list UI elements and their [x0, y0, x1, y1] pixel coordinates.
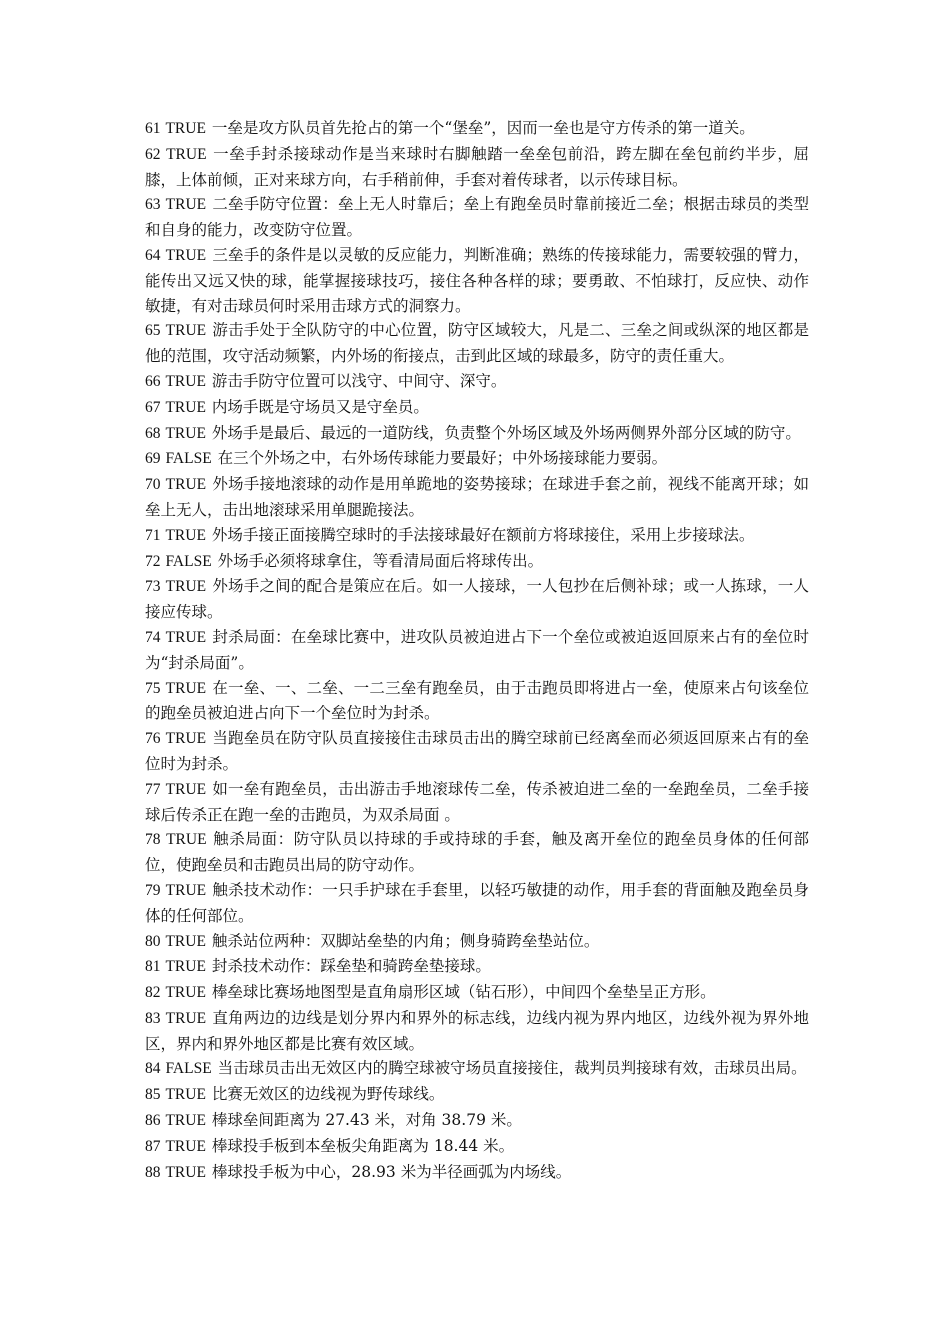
entry-text: 游击手处于全队防守的中心位置，防守区域较大，凡是二、三垒之间或纵深的地区都是他的范围，攻守活动频繁，内外场的衔接点，击到此区域的球最多，防守的责任重大。 [145, 321, 809, 366]
answer-entry [145, 929, 809, 955]
entry-verdict: TRUE [165, 1112, 206, 1130]
entry-verdict: TRUE [165, 1163, 206, 1181]
answer-entry [145, 625, 809, 676]
entry-number: 83 [145, 1009, 161, 1027]
entry-verdict: TRUE [165, 322, 207, 340]
entry-number: 67 [145, 398, 161, 416]
entry-verdict: TRUE [165, 984, 206, 1002]
entry-text: 在一垒、一、二垒、一二三垒有跑垒员，由于击跑员即将进占一垒，使原来占句该垒位的跑垒员被迫进占向下一个垒位时为封杀。 [145, 678, 809, 723]
entry-text: 棒球投手板到本垒板尖角距离为 18.44 米。 [211, 1136, 515, 1155]
entry-number: 61 [145, 120, 161, 137]
answer-entry [145, 318, 809, 369]
entry-verdict: TRUE [165, 958, 206, 976]
entry-text: 封杀技术动作：踩垒垫和骑跨垒垫接球。 [211, 957, 491, 976]
entry-text: 一垒是攻方队员首先抢占的第一个“堡垒”，因而一垒也是守方传杀的第一道关。 [211, 119, 755, 137]
entry-verdict: TRUE [165, 398, 206, 416]
entry-number: 64 [145, 246, 161, 264]
entry-verdict: FALSE [165, 450, 212, 468]
answer-entry [145, 395, 809, 421]
entry-verdict: TRUE [165, 730, 207, 748]
entry-number: 77 [145, 780, 161, 798]
entry-number: 81 [145, 958, 161, 976]
entry-number: 79 [145, 881, 161, 899]
answer-entry [145, 142, 809, 193]
answer-entry [145, 676, 809, 727]
entry-number: 78 [145, 831, 161, 849]
entry-number: 62 [145, 145, 161, 163]
entry-verdict: TRUE [165, 679, 207, 697]
answer-entry [145, 1134, 809, 1160]
answer-entry [145, 472, 809, 523]
entry-verdict: TRUE [165, 1009, 207, 1027]
entry-text: 外场手接正面接腾空球时的手法接球最好在额前方将球接住，采用上步接球法。 [211, 525, 755, 544]
entry-text: 内场手既是守场员又是守垒员。 [211, 397, 429, 416]
entry-text: 外场手必须将球拿住，等看清局面后将球传出。 [217, 551, 544, 570]
entry-number: 80 [145, 932, 161, 950]
entry-number: 76 [145, 730, 161, 748]
entry-text: 当跑垒员在防守队员直接接住击球员击出的腾空球前已经离垒而必须返回原来占有的垒位时为封杀。 [145, 729, 809, 773]
entry-verdict: TRUE [165, 628, 207, 646]
answer-entry [145, 777, 809, 828]
entry-text: 当击球员击出无效区内的腾空球被守场员直接接住，裁判员判接球有效，击球员出局。 [217, 1059, 807, 1078]
entry-verdict: TRUE [165, 1086, 206, 1104]
entry-number: 70 [145, 476, 161, 494]
answer-entry [145, 1160, 809, 1186]
entry-text: 如一垒有跑垒员，击出游击手地滚球传二垒，传杀被迫进二垒的一垒跑垒员，二垒手接球后传杀正在跑一垒的击跑员，为双杀局面 。 [145, 779, 809, 824]
entry-number: 88 [145, 1163, 161, 1181]
answer-entry [145, 954, 809, 980]
entry-number: 75 [145, 679, 161, 697]
answer-entry [145, 369, 809, 395]
entry-number: 63 [145, 196, 161, 214]
entry-number: 87 [145, 1137, 161, 1155]
entry-verdict: TRUE [165, 196, 207, 214]
entry-text: 触杀站位两种：双脚站垒垫的内角；侧身骑跨垒垫站位。 [211, 931, 600, 950]
entry-text: 外场手之间的配合是策应在后。如一人接球，一人包抄在后侧补球；或一人拣球，一人接应传球。 [145, 577, 809, 622]
entry-number: 82 [145, 984, 161, 1002]
entry-verdict: TRUE [166, 145, 207, 163]
entry-text: 棒垒球比赛场地图型是直角扇形区域（钻石形），中间四个垒垫呈正方形。 [211, 983, 716, 1002]
entry-text: 游击手防守位置可以浅守、中间守、深守。 [211, 371, 507, 390]
entry-verdict: FALSE [165, 552, 212, 570]
answer-entry [145, 116, 809, 142]
answer-entry [145, 827, 809, 878]
answer-entry [145, 446, 809, 472]
answer-entry [145, 574, 809, 625]
entry-verdict: TRUE [165, 780, 207, 798]
entry-number: 66 [145, 372, 161, 390]
entry-text: 比赛无效区的边线视为野传球线。 [211, 1085, 445, 1104]
entry-text: 棒球垒间距离为 27.43 米，对角 38.79 米。 [211, 1111, 522, 1130]
answer-entry [145, 421, 809, 447]
entry-number: 68 [145, 424, 161, 442]
entry-verdict: TRUE [165, 424, 206, 442]
entry-number: 71 [145, 526, 161, 544]
entry-verdict: TRUE [165, 1137, 206, 1155]
entry-verdict: TRUE [165, 881, 207, 899]
answer-entry [145, 192, 809, 243]
answer-entry [145, 1006, 809, 1057]
answer-entry [145, 243, 809, 318]
entry-number: 69 [145, 450, 161, 468]
entry-verdict: TRUE [165, 526, 206, 544]
entry-verdict: TRUE [165, 578, 207, 596]
entry-verdict: TRUE [165, 476, 207, 494]
entry-text: 一垒手封杀接球动作是当来球时右脚触踏一垒垒包前沿，跨左脚在垒包前约半步，屈膝，上体前倾，正对来球方向，右手稍前伸，手套对着传球者，以示传球目标。 [145, 144, 809, 189]
entry-text: 二垒手防守位置：垒上无人时靠后；垒上有跑垒员时靠前接近二垒；根据击球员的类型和自身的能力，改变防守位置。 [145, 195, 809, 240]
entry-verdict: TRUE [166, 831, 207, 849]
entry-number: 72 [145, 552, 161, 570]
answer-entry [145, 980, 809, 1006]
entry-number: 73 [145, 578, 161, 596]
entry-text: 外场手是最后、最远的一道防线，负责整个外场区域及外场两侧界外部分区域的防守。 [211, 423, 801, 442]
entry-text: 外场手接地滚球的动作是用单跪地的姿势接球；在球进手套之前，视线不能离开球；如垒上无人，击出地滚球采用单腿跪接法。 [145, 475, 809, 519]
entry-verdict: FALSE [165, 1060, 212, 1078]
document-body [145, 116, 809, 1185]
entry-number: 65 [145, 322, 161, 340]
entry-verdict: TRUE [165, 372, 206, 390]
entry-number: 86 [145, 1112, 161, 1130]
answer-entry [145, 726, 809, 777]
entry-text: 直角两边的边线是划分界内和界外的标志线，边线内视为界内地区，边线外视为界外地区，界内和界外地区都是比赛有效区域。 [145, 1008, 809, 1053]
answer-entry [145, 549, 809, 575]
entry-text: 三垒手的条件是以灵敏的反应能力，判断准确；熟练的传接球能力，需要较强的臂力，能传出又远又快的球，能掌握接球技巧，接住各种各样的球；要勇敢、不怕球打，反应快、动作敏捷，有对击球员何时采用击球方式的洞察力。 [145, 245, 809, 315]
entry-verdict: TRUE [165, 120, 206, 137]
answer-entry [145, 878, 809, 929]
answer-entry [145, 1056, 809, 1082]
entry-number: 74 [145, 628, 161, 646]
entry-text: 在三个外场之中，右外场传球能力要最好；中外场接球能力要弱。 [217, 449, 668, 468]
entry-verdict: TRUE [165, 246, 207, 264]
entry-number: 85 [145, 1086, 161, 1104]
entry-text: 封杀局面：在垒球比赛中，进攻队员被迫进占下一个垒位或被迫返回原来占有的垒位时为“封杀局面”。 [145, 627, 809, 672]
answer-entry [145, 523, 809, 549]
entry-number: 84 [145, 1060, 161, 1078]
answer-entry [145, 1108, 809, 1134]
entry-text: 棒球投手板为中心，28.93 米为半径画弧为内场线。 [211, 1162, 572, 1181]
entry-text: 触杀技术动作：一只手护球在手套里，以轻巧敏捷的动作，用手套的背面触及跑垒员身体的任何部位。 [145, 880, 809, 925]
entry-verdict: TRUE [165, 932, 206, 950]
entry-text: 触杀局面：防守队员以持球的手或持球的手套，触及离开垒位的跑垒员身体的任何部位，使跑垒员和击跑员出局的防守动作。 [145, 830, 809, 875]
answer-entry [145, 1082, 809, 1108]
